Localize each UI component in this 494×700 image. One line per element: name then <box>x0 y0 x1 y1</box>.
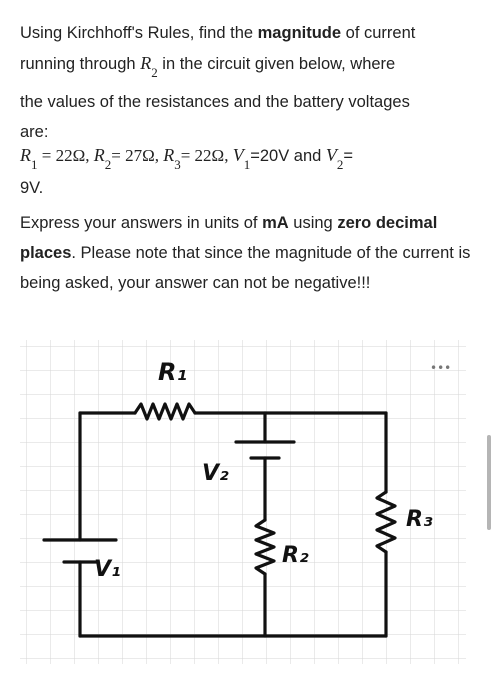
q-express-a: Express your answers in units of <box>20 214 263 232</box>
r3-sub: 3 <box>174 157 181 172</box>
label-r1: R₁ <box>158 358 187 386</box>
q-text-4: are: <box>20 123 49 141</box>
question-values <box>20 140 480 172</box>
r1-sub: 1 <box>31 157 38 172</box>
r3-symbol: R <box>163 145 175 165</box>
v1-symbol: V <box>232 145 244 165</box>
label-r3: R₃ <box>406 507 433 532</box>
circuit-diagram <box>20 340 466 664</box>
label-r2: R₂ <box>282 543 309 568</box>
q-text-1b: of current <box>341 24 416 42</box>
q-text-6: 9V. <box>20 179 44 197</box>
q-express-unit: mA <box>262 214 289 232</box>
label-v1: V₁ <box>94 557 121 582</box>
r2-symbol: R <box>93 145 105 165</box>
r3-value: = 22Ω, <box>180 146 233 165</box>
label-v2: V₂ <box>202 461 229 486</box>
v2-value: = <box>343 147 354 165</box>
q-r-symbol: R <box>140 53 152 73</box>
r2-sub: 2 <box>104 157 112 172</box>
v1-sub: 1 <box>243 157 251 172</box>
q-text-2a: running through <box>20 55 141 73</box>
v2-symbol: V <box>325 145 337 165</box>
v2-sub: 2 <box>336 157 344 172</box>
v1-value: =20V and <box>250 147 326 165</box>
r1-symbol: R <box>20 145 31 165</box>
more-options-icon[interactable]: ••• <box>430 361 452 375</box>
scrollbar-thumb[interactable] <box>487 435 491 530</box>
grid-paper <box>20 340 466 664</box>
q-express-b: using <box>288 214 338 232</box>
question-values-intro <box>20 87 480 147</box>
q-express-c: . Please note that since the magnitude of the current is being asked, your answer can not be negative!!! <box>20 244 471 292</box>
question-v2-cont <box>20 173 480 203</box>
question-intro <box>20 18 480 80</box>
q-r-sub: 2 <box>151 65 158 80</box>
q-express-bold2: zero decimal places <box>20 214 438 262</box>
r2-value: = 27Ω, <box>111 146 164 165</box>
q-text-2b: in the circuit given below, where <box>157 55 396 73</box>
q-text-1a: Using Kirchhoff's Rules, find the <box>20 24 258 42</box>
question-instructions <box>20 208 480 298</box>
q-bold-magnitude: magnitude <box>257 24 342 42</box>
q-text-3: the values of the resistances and the battery voltages <box>20 93 410 111</box>
r1-value: = 22Ω, <box>37 146 94 165</box>
